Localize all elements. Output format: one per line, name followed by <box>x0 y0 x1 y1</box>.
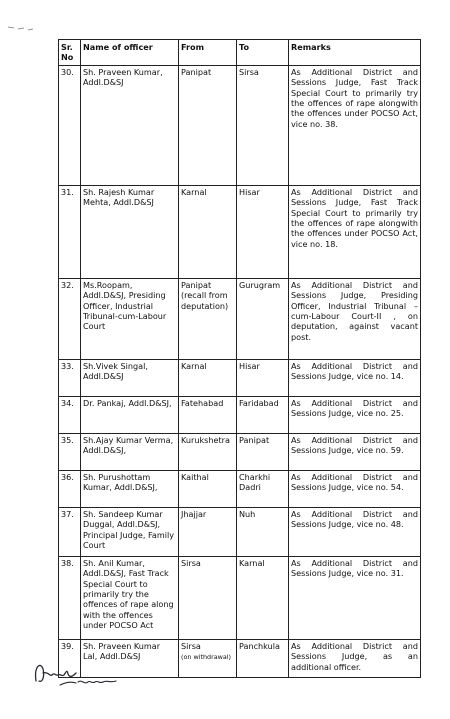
sr-no-cell: 39. <box>59 639 81 677</box>
officer-name-cell: Sh.Ajay Kumar Verma, Addl.D&SJ, <box>81 433 179 470</box>
header-from: From <box>179 40 237 66</box>
to-cell: Nuh <box>237 507 289 556</box>
officer-name-cell: Ms.Roopam, Addl.D&SJ, Presiding Officer, Industrial Tribunal-cum-Labour Court <box>81 278 179 359</box>
from-value: Sirsa <box>181 640 201 651</box>
remarks-cell: As Additional District and Sessions Judge, as an additional officer. <box>289 639 421 677</box>
remarks-cell: As Additional District and Sessions Judge, vice no. 54. <box>289 470 421 507</box>
to-cell: Panipat <box>237 433 289 470</box>
from-cell: Karnal <box>179 185 237 278</box>
sr-no-cell: 33. <box>59 359 81 396</box>
remarks-cell: As Additional District and Sessions Judge, vice no. 25. <box>289 396 421 433</box>
to-cell: Gurugram <box>237 278 289 359</box>
table-row <box>59 278 421 359</box>
sr-no-cell: 35. <box>59 433 81 470</box>
header-sr-no: Sr. No <box>59 40 81 66</box>
remarks-cell: As Additional District and Sessions Judge, vice no. 31. <box>289 556 421 639</box>
table-row <box>59 433 421 470</box>
remarks-cell: As Additional District and Sessions Judge, vice no. 48. <box>289 507 421 556</box>
officer-name-cell: Dr. Pankaj, Addl.D&SJ, <box>81 396 179 433</box>
table-row <box>59 65 421 185</box>
table-row <box>59 470 421 507</box>
officer-name-cell: Sh. Praveen Kumar Lal, Addl.D&SJ <box>81 639 179 677</box>
to-cell: Karnal <box>237 556 289 639</box>
officer-name-cell: Sh. Anil Kumar, Addl.D&SJ, Fast Track Special Court to primarily try the offences of rape along with the offences under POCSO Act <box>81 556 179 639</box>
from-cell: Sirsa <box>179 556 237 639</box>
header-to: To <box>237 40 289 66</box>
from-cell: Panipat <box>179 65 237 185</box>
to-cell: Hisar <box>237 185 289 278</box>
from-cell: Kurukshetra <box>179 433 237 470</box>
sr-no-cell: 38. <box>59 556 81 639</box>
officer-name-cell: Sh. Sandeep Kumar Duggal, Addl.D&SJ, Principal Judge, Family Court <box>81 507 179 556</box>
transfer-table <box>58 39 421 678</box>
from-cell: Jhajjar <box>179 507 237 556</box>
table-header-row <box>59 40 421 66</box>
table-row <box>59 556 421 639</box>
officer-name-cell: Sh. Purushottam Kumar, Addl.D&SJ, <box>81 470 179 507</box>
officer-name-cell: Sh.Vivek Singal, Addl.D&SJ <box>81 359 179 396</box>
header-remarks: Remarks <box>289 40 421 66</box>
sr-no-cell: 37. <box>59 507 81 556</box>
to-cell: Hisar <box>237 359 289 396</box>
remarks-cell: As Additional District and Sessions Judge, Fast Track Special Court to primarily try the offences of rape alongwith the offences under POCSO Act, vice no. 38. <box>289 65 421 185</box>
from-cell: Karnal <box>179 359 237 396</box>
sr-no-cell: 31. <box>59 185 81 278</box>
remarks-cell: As Additional District and Sessions Judge, vice no. 14. <box>289 359 421 396</box>
to-cell: Charkhi Dadri <box>237 470 289 507</box>
handwritten-signature <box>30 655 130 691</box>
table-row <box>59 507 421 556</box>
remarks-cell: As Additional District and Sessions Judge, Fast Track Special Court to primarily try the offences of rape alongwith the offences under POCSO Act, vice no. 18. <box>289 185 421 278</box>
to-cell: Sirsa <box>237 65 289 185</box>
scan-mark-icon <box>6 24 36 32</box>
table-row <box>59 396 421 433</box>
remarks-cell: As Additional District and Sessions Judge, vice no. 59. <box>289 433 421 470</box>
sr-no-cell: 34. <box>59 396 81 433</box>
officer-name-cell: Sh. Praveen Kumar, Addl.D&SJ <box>81 65 179 185</box>
sr-no-cell: 30. <box>59 65 81 185</box>
to-cell: Panchkula <box>237 639 289 677</box>
from-cell: Kaithal <box>179 470 237 507</box>
sr-no-cell: 36. <box>59 470 81 507</box>
sr-no-cell: 32. <box>59 278 81 359</box>
remarks-cell: As Additional District and Sessions Judge, Presiding Officer, Industrial Tribunal – cum-Labour Court-II , on deputation, against vacant post. <box>289 278 421 359</box>
table-row <box>59 185 421 278</box>
to-cell: Faridabad <box>237 396 289 433</box>
officer-name-cell: Sh. Rajesh Kumar Mehta, Addl.D&SJ <box>81 185 179 278</box>
header-name-of-officer: Name of officer <box>81 40 179 66</box>
from-cell: Panipat (recall from deputation) <box>179 278 237 359</box>
from-cell <box>179 639 237 677</box>
from-note: (on withdrawal) <box>181 653 232 662</box>
from-cell: Fatehabad <box>179 396 237 433</box>
table-row <box>59 359 421 396</box>
